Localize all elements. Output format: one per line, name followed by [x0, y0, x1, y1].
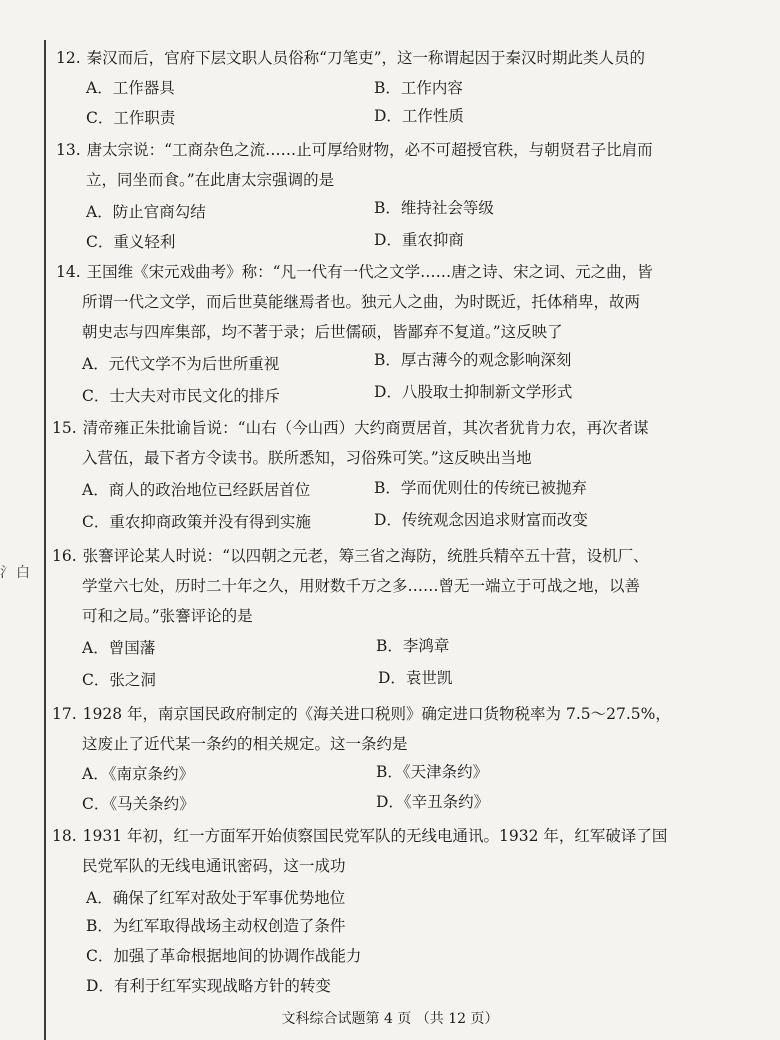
question-13-option-c: C．重义轻利 [86, 233, 176, 251]
question-15-option-c: C．重农抑商政策并没有得到实施 [82, 513, 311, 531]
question-number: 18. [52, 827, 77, 845]
question-12-option-a: A．工作器具 [86, 79, 175, 97]
question-14-option-d: D．八股取士抑制新文学形式 [374, 383, 573, 401]
question-14-option-a: A．元代文学不为后世所重视 [82, 355, 280, 373]
question-16-option-a: A．曾国藩 [82, 639, 156, 657]
question-17-line-2: 这废止了近代某一条约的相关规定。这一条约是 [82, 735, 408, 753]
question-15-line-2: 入营伍，最下者方令读书。朕所悉知，习俗殊可笑。”这反映出当地 [82, 449, 532, 467]
question-15-line-1: 15. 清帝雍正朱批谕旨说：“山右（今山西）大约商贾居首，其次者犹肯力农，再次者谋 [52, 419, 649, 437]
question-number: 15. [52, 419, 77, 437]
question-15-option-b: B．学而优则仕的传统已被抛弃 [374, 479, 587, 497]
question-18-option-d: D．有利于红军实现战略方针的转变 [86, 977, 331, 995]
question-18-line-1: 18. 1931 年初，红一方面军开始侦察国民党军队的无线电通讯。1932 年，红军破译了国 [52, 827, 668, 845]
margin-edge-text: 氵白 [0, 565, 32, 581]
question-14-option-c: C．士大夫对市民文化的排斥 [82, 387, 280, 405]
question-18-option-c: C．加强了革命根据地间的协调作战能力 [86, 947, 362, 965]
question-13-option-a: A．防止官商勾结 [86, 203, 206, 221]
question-15-option-a: A．商人的政治地位已经跃居首位 [82, 481, 311, 499]
question-number: 16. [52, 547, 77, 565]
question-14-line-2: 所谓一代之文学，而后世莫能继焉者也。独元人之曲，为时既近，托体稍卑，故两 [82, 293, 641, 311]
question-12-option-d: D．工作性质 [374, 107, 464, 125]
question-18-line-2: 民党军队的无线电通讯密码，这一成功 [82, 857, 346, 875]
question-13-option-d: D．重农抑商 [374, 231, 464, 249]
question-16-line-2: 学堂六七处，历时二十年之久，用财数千万之多……曾无一端立于可战之地，以善 [82, 577, 641, 595]
question-14-line-1: 14. 王国维《宋元戏曲考》称：“凡一代有一代之文学……唐之诗、宋之词、元之曲，皆 [56, 263, 653, 281]
question-12-option-b: B．工作内容 [374, 79, 463, 97]
question-17-option-b: B．《天津条约》 [376, 763, 489, 781]
question-number: 17. [52, 705, 77, 723]
question-17-option-a: A．《南京条约》 [82, 765, 194, 783]
question-number: 14. [56, 263, 81, 281]
question-13-line-1: 13. 唐太宗说：“工商杂色之流……止可厚给财物，必不可超授官秩，与朝贤君子比肩而 [56, 141, 653, 159]
question-18-option-b: B．为红军取得战场主动权创造了条件 [86, 917, 346, 935]
binding-margin-line [44, 40, 46, 1040]
question-12-line-1: 12. 秦汉而后，官府下层文职人员俗称“刀笔吏”，这一称谓起因于秦汉时期此类人员的 [56, 49, 646, 67]
question-16-line-3: 可和之局。”张謇评论的是 [82, 607, 253, 625]
question-number: 12. [56, 49, 81, 67]
question-18-option-a: A．确保了红军对敌处于军事优势地位 [86, 889, 346, 907]
question-13-line-2: 立，同坐而食。”在此唐太宗强调的是 [86, 171, 335, 189]
question-12-option-c: C．工作职责 [86, 109, 176, 127]
question-17-option-c: C．《马关条约》 [82, 795, 195, 813]
question-16-line-1: 16. 张謇评论某人时说：“以四朝之元老，筹三省之海防，统胜兵精卒五十营，设机厂、 [52, 547, 649, 565]
question-16-option-b: B．李鸿章 [376, 637, 450, 655]
question-17-line-1: 17. 1928 年，南京国民政府制定的《海关进口税则》确定进口货物税率为 7.5～27.5%， [52, 705, 671, 723]
question-14-line-3: 朝史志与四库集部，均不著于录；后世儒硕，皆鄙弃不复道。”这反映了 [82, 323, 563, 341]
question-number: 13. [56, 141, 81, 159]
question-14-option-b: B．厚古薄今的观念影响深刻 [374, 351, 572, 369]
question-16-option-d: D．袁世凯 [378, 669, 453, 687]
question-13-option-b: B．维持社会等级 [374, 199, 494, 217]
page-footer: 文科综合试题第 4 页 （共 12 页） [281, 1011, 499, 1027]
question-15-option-d: D．传统观念因追求财富而改变 [374, 511, 588, 529]
question-17-option-d: D．《辛丑条约》 [376, 793, 490, 811]
question-16-option-c: C．张之洞 [82, 671, 156, 689]
